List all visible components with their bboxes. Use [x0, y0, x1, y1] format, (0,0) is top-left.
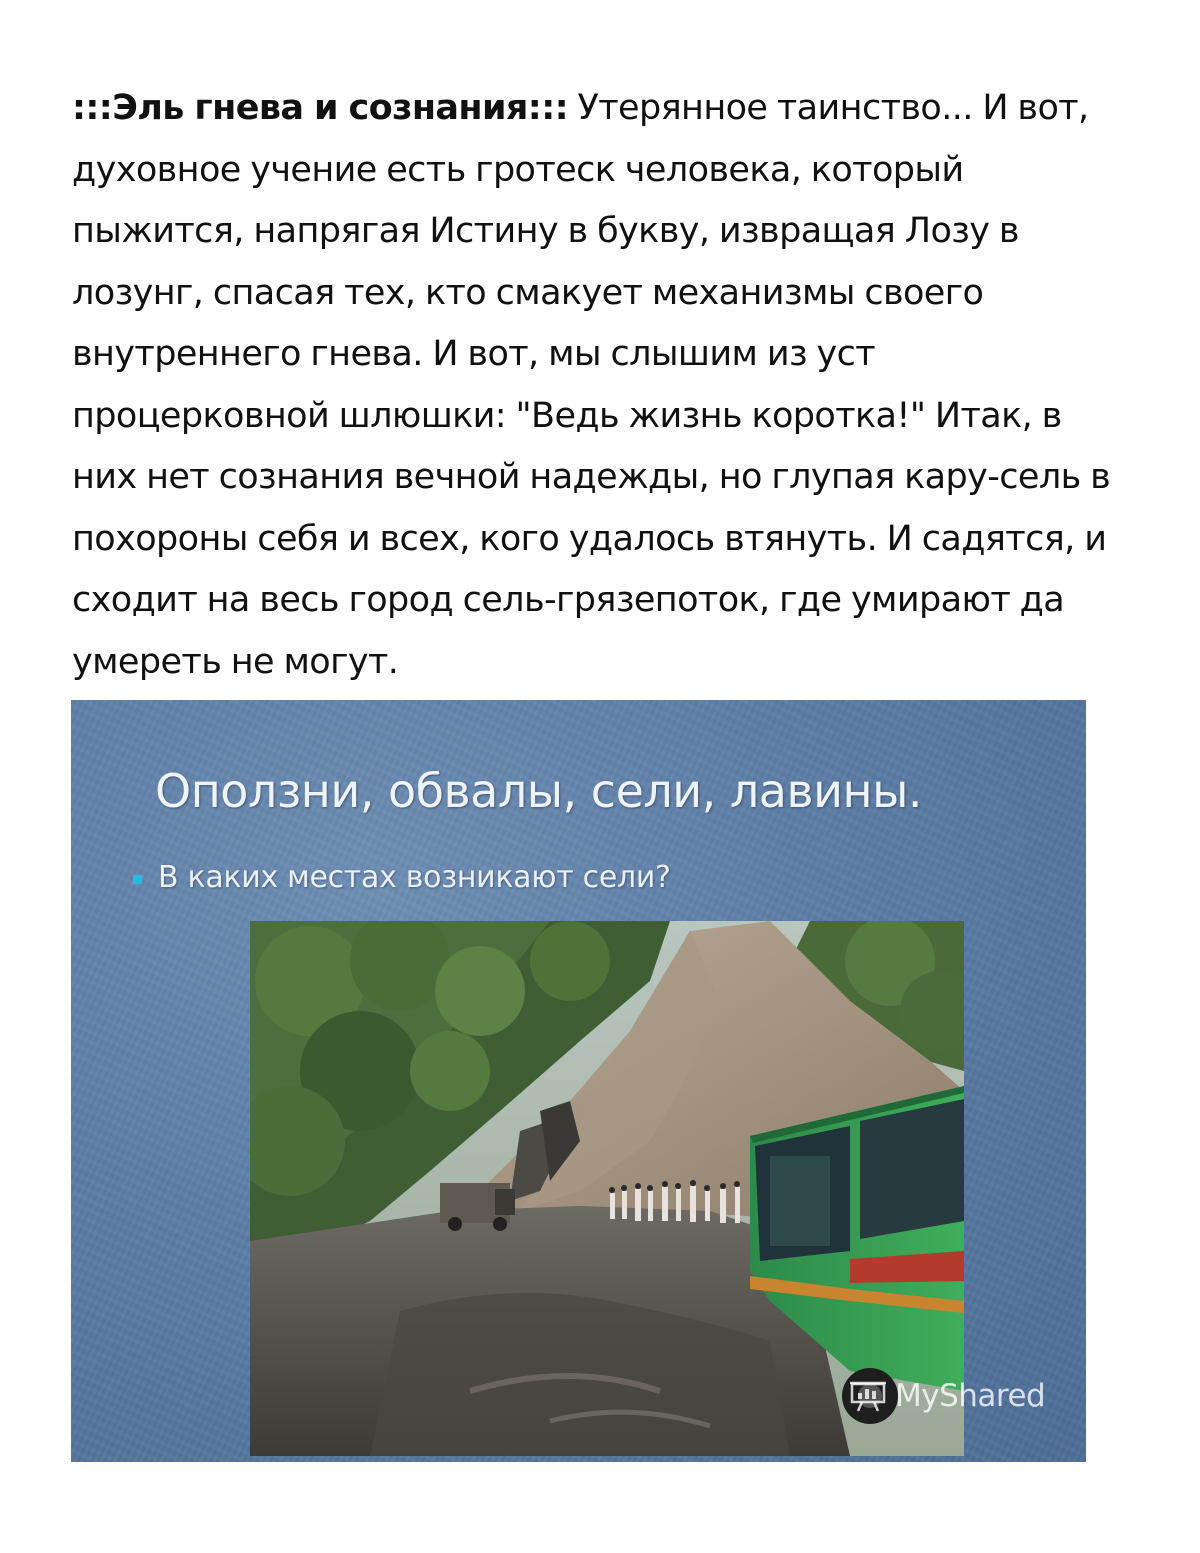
document-paragraph	[72, 78, 1132, 693]
slide-bullet-text: В каких местах возникают сели?	[158, 860, 671, 895]
slide-title: Оползни, обвалы, сели, лавины.	[155, 764, 923, 818]
watermark-text: MyShared	[895, 1378, 1046, 1414]
landslide-photo	[250, 921, 964, 1456]
paragraph-body: Утерянное таинство... И вот, духовное учение есть гротеск человека, который пыжится, напрягая Истину в букву, извращая Лозу в лозунг, спасая тех, кто смакует механизмы своего внутреннего гнева. И вот, мы слышим из уст процерковной шлюшки: "Ведь жизнь коротка!" Итак, в них нет сознания вечной надежды, но глупая кару-сель в похороны себя и всех, кого удалось втянуть. И садятся, и сходит на весь город сель-грязепоток, где умирают да умереть не могут.	[72, 88, 1111, 682]
slide-bullet-item	[133, 860, 671, 895]
myshared-watermark	[849, 1378, 1045, 1414]
paragraph-heading: :::Эль гнева и сознания:::	[72, 88, 568, 128]
slide-image	[71, 700, 1086, 1462]
landslide-photo-illustration	[250, 921, 964, 1456]
bullet-square-icon	[133, 875, 142, 884]
presentation-board-icon	[849, 1380, 887, 1412]
